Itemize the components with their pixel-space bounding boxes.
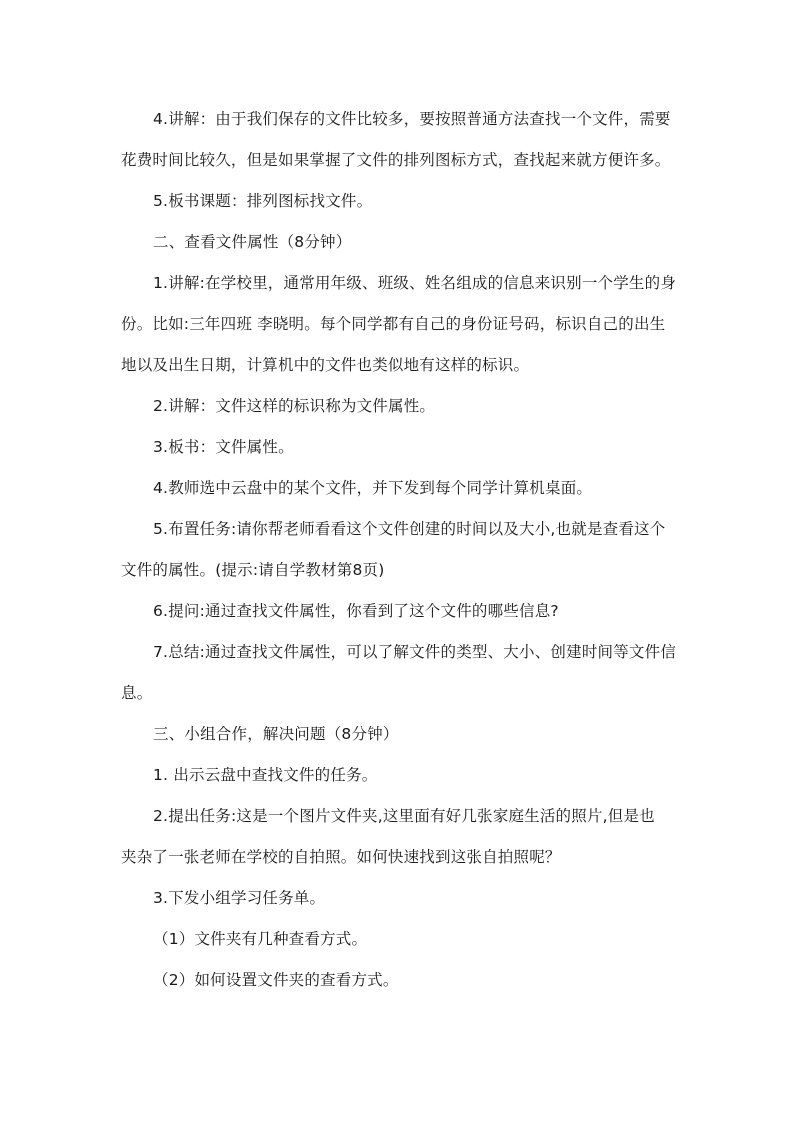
paragraph-line: 5.布置任务:请你帮老师看看这个文件创建的时间以及大小,也就是查看这个 xyxy=(153,520,666,538)
paragraph-line: 1.讲解:在学校里，通常用年级、班级、姓名组成的信息来识别一个学生的身 xyxy=(153,274,677,292)
paragraph-line: 1. 出示云盘中查找文件的任务。 xyxy=(153,766,378,784)
list-item: （1）文件夹有几种查看方式。 xyxy=(153,930,368,948)
paragraph-line: 4.讲解：由于我们保存的文件比较多，要按照普通方法查找一个文件，需要 xyxy=(153,110,671,128)
paragraph-line: 4.教师选中云盘中的某个文件，并下发到每个同学计算机桌面。 xyxy=(153,479,593,497)
paragraph-line: 文件的属性。(提示:请自学教材第8页) xyxy=(121,561,385,579)
paragraph-line: 2.提出任务:这是一个图片文件夹,这里面有好几张家庭生活的照片,但是也 xyxy=(153,807,655,825)
paragraph-line: 夹杂了一张老师在学校的自拍照。如何快速找到这张自拍照呢？ xyxy=(121,848,561,866)
paragraph-line: 5.板书课题：排列图标找文件。 xyxy=(153,192,373,210)
paragraph-line: 份。比如:三年四班 李晓明。每个同学都有自己的身份证号码，标识自己的出生 xyxy=(121,315,666,333)
paragraph-line: 6.提问:通过查找文件属性，你看到了这个文件的哪些信息? xyxy=(153,602,559,620)
paragraph-line: 2.讲解：文件这样的标识称为文件属性。 xyxy=(153,397,436,415)
list-item: （2）如何设置文件夹的查看方式。 xyxy=(153,971,399,989)
paragraph-line: 7.总结:通过查找文件属性，可以了解文件的类型、大小、创建时间等文件信 xyxy=(153,643,677,661)
paragraph-line: 息。 xyxy=(121,684,153,702)
paragraph-line: 3.板书：文件属性。 xyxy=(153,438,294,456)
paragraph-line: 地以及出生日期，计算机中的文件也类似地有这样的标识。 xyxy=(121,356,530,374)
section-heading: 三、小组合作，解决问题（8分钟） xyxy=(153,725,399,743)
section-heading: 二、查看文件属性（8分钟） xyxy=(153,233,352,251)
paragraph-line: 3.下发小组学习任务单。 xyxy=(153,889,326,907)
paragraph-line: 花费时间比较久，但是如果掌握了文件的排列图标方式，查找起来就方便许多。 xyxy=(121,151,671,169)
